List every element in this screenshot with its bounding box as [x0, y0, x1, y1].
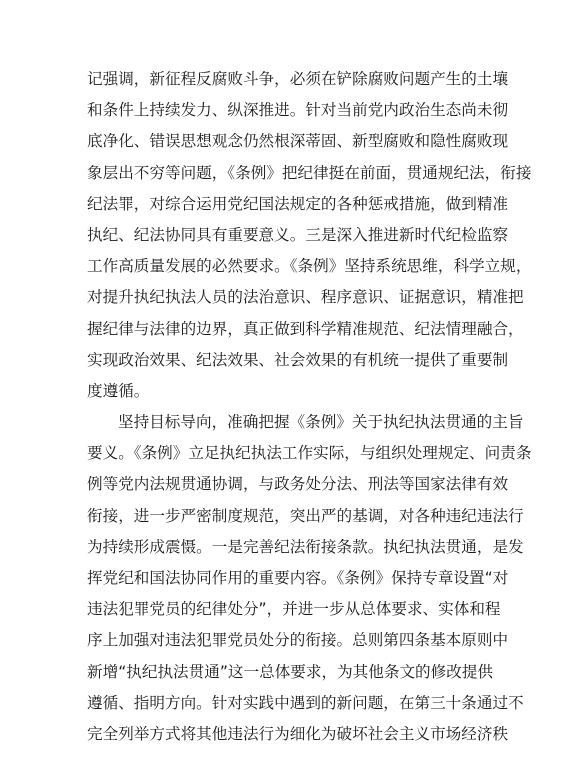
text-line: 工作高质量发展的必然要求。《条例》坚持系统思维，科学立规， [87, 257, 532, 276]
text-line: 底净化、错误思想观念仍然根深蒂固、新型腐败和隐性腐败现 [87, 132, 509, 151]
text-line: 违法犯罪党员的纪律处分”，并进一步从总体要求、实体和程 [87, 600, 501, 619]
text-line: 要义。《条例》立足执纪执法工作实际，与组织处理规定、问责条 [87, 444, 532, 463]
paragraph-2 [87, 407, 532, 750]
text-line: 纪法罪，对综合运用党纪国法规定的各种惩戒措施，做到精准 [87, 194, 509, 213]
text-line: 度遵循。 [87, 381, 150, 400]
text-line: 例等党内法规贯通协调，与政务处分法、刑法等国家法律有效 [87, 475, 509, 494]
text-line: 坚持目标导向，准确把握《条例》关于执纪执法贯通的主旨 [118, 413, 524, 432]
text-line: 实现政治效果、纪法效果、社会效果的有机统一提供了重要制 [87, 350, 509, 369]
text-line: 和条件上持续发力、纵深推进。针对当前党内政治生态尚未彻 [87, 101, 509, 120]
text-line: 执纪、纪法协同具有重要意义。三是深入推进新时代纪检监察 [87, 225, 509, 244]
text-line: 记强调，新征程反腐败斗争，必须在铲除腐败问题产生的土壤 [87, 70, 509, 88]
text-line: 遵循、指明方向。针对实践中遇到的新问题，在第三十条通过不 [87, 693, 524, 712]
text-line: 衔接，进一步严密制度规范，突出严的基调，对各种违纪违法行 [87, 506, 524, 525]
paragraph-1 [87, 64, 532, 407]
text-line: 序上加强对违法犯罪党员处分的衔接。总则第四条基本原则中 [87, 631, 509, 650]
text-line: 对提升执纪执法人员的法治意识、程序意识、证据意识，精准把 [87, 288, 524, 307]
text-line: 挥党纪和国法协同作用的重要内容。《条例》保持专章设置“对 [87, 569, 509, 587]
text-line: 为持续形成震慑。一是完善纪法衔接条款。执纪执法贯通，是发 [87, 537, 524, 556]
text-line: 完全列举方式将其他违法行为细化为破坏社会主义市场经济秩 [87, 724, 509, 743]
text-line: 握纪律与法律的边界，真正做到科学精准规范、纪法情理融合， [87, 319, 524, 338]
text-line: 象层出不穷等问题，《条例》把纪律挺在前面，贯通规纪法，衔接 [87, 163, 532, 182]
text-line: 新增“执纪执法贯通”这一总体要求，为其他条文的修改提供 [87, 662, 494, 681]
body-text [87, 64, 532, 750]
